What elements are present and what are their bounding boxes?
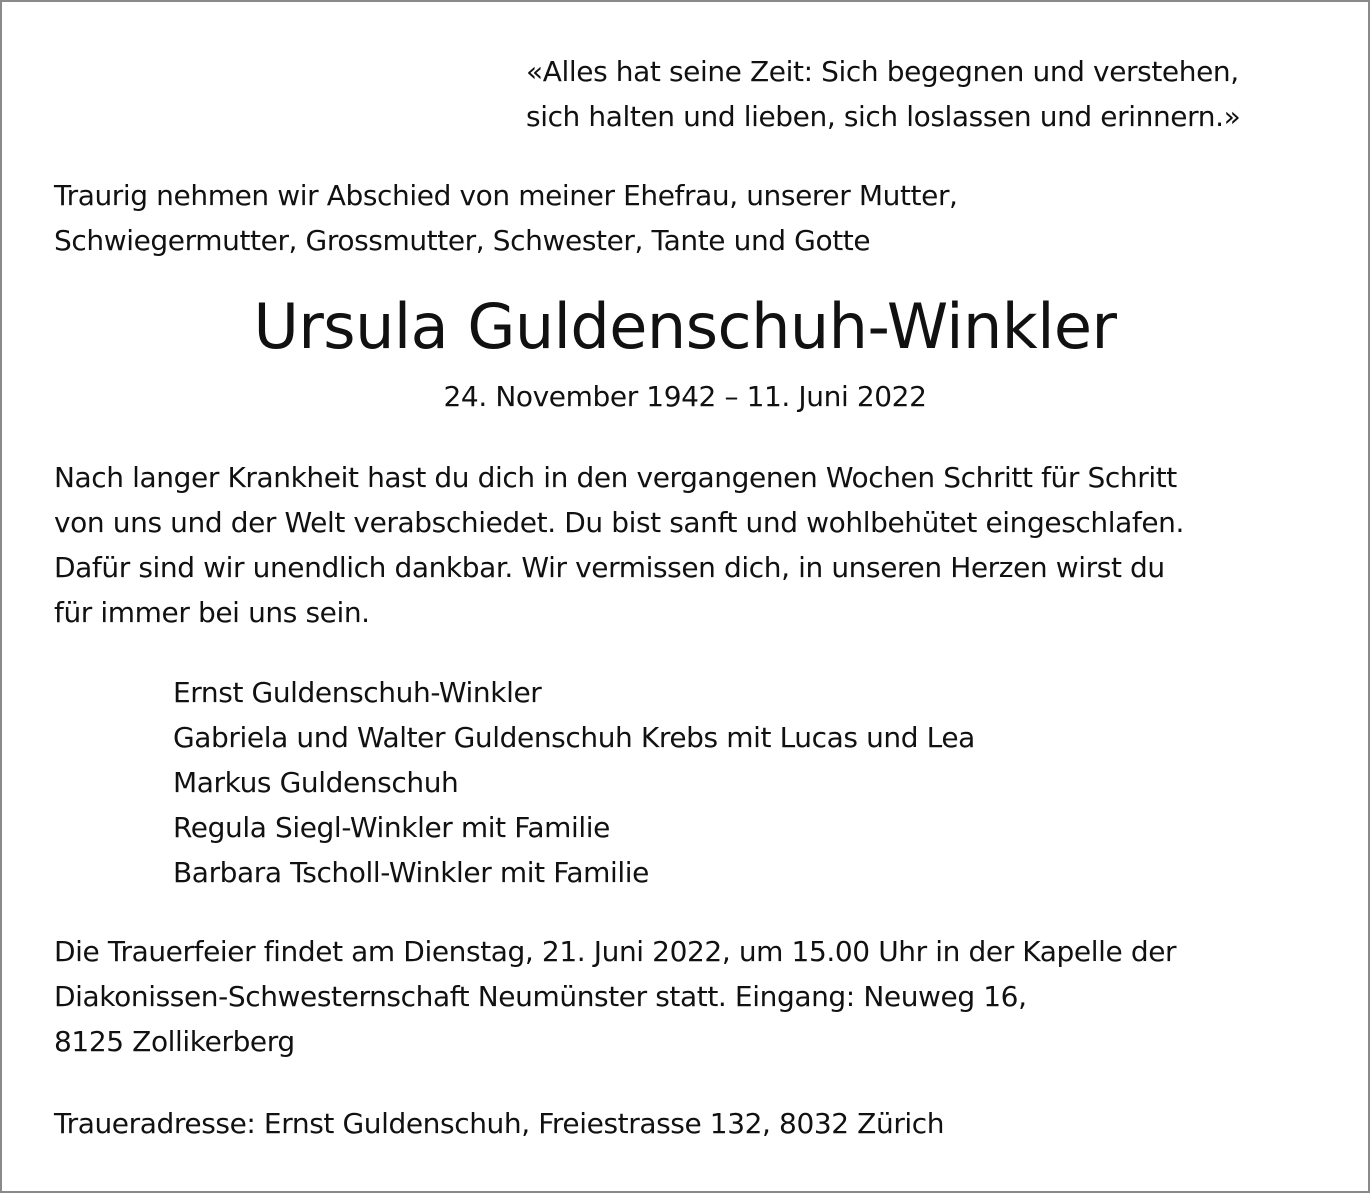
message-line: für immer bei uns sein. (54, 596, 370, 629)
service-line: 8125 Zollikerberg (54, 1025, 295, 1058)
mourners-list (173, 670, 975, 895)
farewell-message (54, 455, 1184, 635)
mourner-item: Barbara Tscholl-Winkler mit Familie (173, 856, 649, 889)
intro-text (54, 173, 958, 263)
message-line: von uns und der Welt verabschiedet. Du bist sanft und wohlbehütet eingeschlafen. (54, 506, 1185, 539)
service-line: Die Trauerfeier findet am Dienstag, 21. Juni 2022, um 15.00 Uhr in der Kapelle der (54, 935, 1177, 968)
deceased-name: Ursula Guldenschuh-Winkler (253, 290, 1117, 363)
mourner-item: Ernst Guldenschuh-Winkler (173, 676, 542, 709)
message-line: Nach langer Krankheit hast du dich in den vergangenen Wochen Schritt für Schritt (54, 461, 1177, 494)
funeral-service-info (54, 929, 1176, 1064)
epigraph-quote (526, 49, 1240, 139)
mourning-address: Traueradresse: Ernst Guldenschuh, Freiestrasse 132, 8032 Zürich (54, 1107, 945, 1140)
quote-line: «Alles hat seine Zeit: Sich begegnen und verstehen, (526, 55, 1239, 88)
mourner-item: Gabriela und Walter Guldenschuh Krebs mit Lucas und Lea (173, 721, 975, 754)
intro-line: Traurig nehmen wir Abschied von meiner Ehefrau, unserer Mutter, (54, 179, 958, 212)
message-line: Dafür sind wir unendlich dankbar. Wir vermissen dich, in unseren Herzen wirst du (54, 551, 1165, 584)
service-line: Diakonissen-Schwesternschaft Neumünster statt. Eingang: Neuweg 16, (54, 980, 1027, 1013)
mourner-item: Markus Guldenschuh (173, 766, 459, 799)
life-dates: 24. November 1942 – 11. Juni 2022 (443, 380, 927, 413)
quote-line: sich halten und lieben, sich loslassen und erinnern.» (526, 100, 1241, 133)
mourner-item: Regula Siegl-Winkler mit Familie (173, 811, 610, 844)
intro-line: Schwiegermutter, Grossmutter, Schwester, Tante und Gotte (54, 224, 871, 257)
